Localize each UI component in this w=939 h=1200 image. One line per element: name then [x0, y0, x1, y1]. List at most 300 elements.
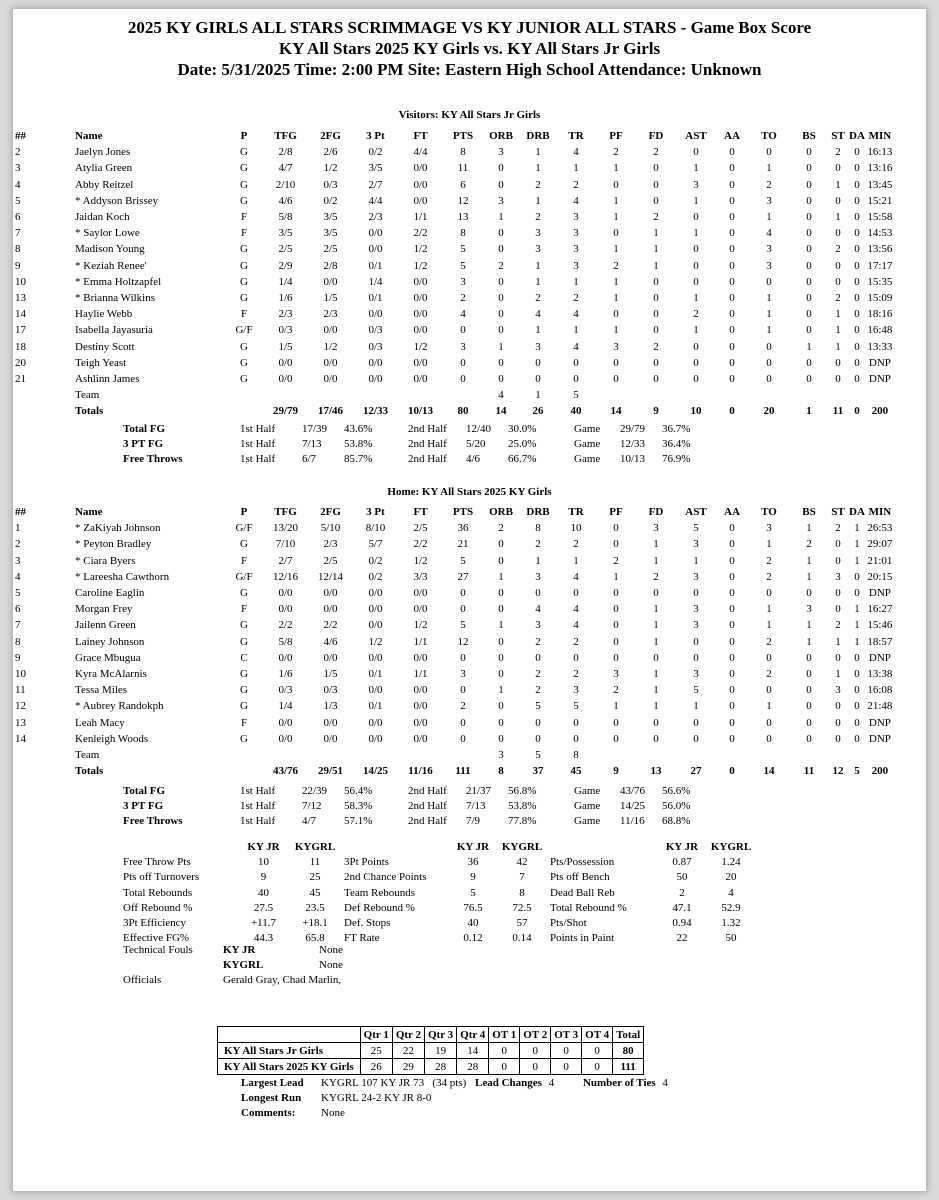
cell: 2/5: [278, 243, 293, 256]
cell: 0: [854, 356, 860, 369]
cell: 0: [806, 146, 812, 159]
shooting-row: [123, 452, 702, 467]
cell: 7: [15, 227, 21, 240]
cell: [637, 747, 675, 763]
cell: 0: [806, 667, 812, 680]
cell: 1: [835, 178, 841, 191]
cell: 0/3: [323, 684, 338, 697]
cell: 80: [457, 405, 469, 418]
cell: [443, 747, 483, 763]
cell: 0/0: [323, 275, 338, 288]
cell: [308, 747, 353, 763]
cell: 3: [573, 227, 579, 240]
cell: 0: [653, 716, 659, 729]
cell: 0: [854, 308, 860, 321]
cell: * Saylor Lowe: [75, 227, 140, 240]
cell: 5/7: [368, 538, 383, 551]
cell: 4: [535, 603, 541, 616]
cell: 2: [835, 243, 841, 256]
cell: [398, 747, 443, 763]
cell: 14: [15, 732, 26, 745]
cell: DRB: [526, 130, 550, 143]
cell: G: [240, 162, 248, 175]
cell: 1: [693, 554, 699, 567]
cell: 0: [806, 291, 812, 304]
cell: 0: [729, 308, 735, 321]
cell: 10/13: [620, 453, 646, 466]
cell: 11: [803, 765, 815, 778]
cell: 2nd Half: [408, 800, 447, 813]
cell: 1: [693, 162, 699, 175]
cell: 0: [613, 178, 619, 191]
cell: 3: [498, 194, 504, 207]
cell: BS: [802, 506, 816, 519]
cell: 0: [613, 587, 619, 600]
cell: 3: [693, 570, 699, 583]
cell: TFG: [274, 130, 297, 143]
cell: 16:08: [867, 684, 893, 697]
cell: * Peyton Bradley: [75, 538, 152, 551]
box-score-page: [12, 8, 927, 1192]
player-row: [12, 666, 895, 682]
cell: 0: [498, 243, 504, 256]
cell: 2: [653, 340, 659, 353]
cell: 0.14: [512, 932, 532, 945]
cell: 10: [570, 522, 582, 535]
cell: 0: [613, 732, 619, 745]
cell: 0: [854, 275, 860, 288]
cell: 1: [613, 291, 619, 304]
cell: 0: [806, 587, 812, 600]
cell: 0: [729, 405, 735, 418]
cell: ORB: [489, 130, 513, 143]
cell: 0: [613, 635, 619, 648]
cell: [827, 387, 849, 403]
cell: 1: [653, 619, 659, 632]
cell: 0/0: [323, 732, 338, 745]
cell: 0: [854, 211, 860, 224]
cell: Name: [75, 130, 103, 143]
cell: Tessa Miles: [75, 684, 128, 697]
cell: 4: [573, 340, 579, 353]
cell: OT 4: [582, 1027, 613, 1043]
cell: [865, 387, 895, 403]
cell: 20:15: [867, 570, 893, 583]
cell: 12: [15, 700, 26, 713]
cell: 1: [653, 243, 659, 256]
player-row: [12, 258, 895, 274]
cell: 0: [854, 243, 860, 256]
cell: 0: [573, 716, 579, 729]
cell: 3: [693, 538, 699, 551]
cell: 0/0: [368, 603, 383, 616]
cell: 1: [613, 211, 619, 224]
cell: 0: [693, 587, 699, 600]
cell: 2: [460, 291, 466, 304]
cell: 2: [573, 178, 579, 191]
cell: Morgan Frey: [75, 603, 133, 616]
cell: 0/0: [323, 372, 338, 385]
cell: 0/0: [368, 651, 383, 664]
cell: 2/10: [275, 178, 296, 191]
cell: 10: [15, 667, 26, 680]
cell: 10: [15, 275, 26, 288]
cell: * Brianna Wilkins: [75, 291, 156, 304]
cell: 56.0%: [662, 800, 691, 813]
visitors-header: Visitors: KY All Stars Jr Girls: [398, 109, 541, 121]
player-row: [12, 553, 895, 569]
cell: [827, 747, 849, 763]
cell: 3: [535, 619, 541, 632]
cell: 0: [693, 243, 699, 256]
cell: 0: [489, 1043, 520, 1059]
cell: 1: [613, 324, 619, 337]
cell: 27.5: [253, 901, 274, 914]
cell: 3 PT FG: [123, 438, 164, 451]
cell: 2/8: [278, 146, 293, 159]
cell: 0: [729, 635, 735, 648]
cell: 1: [535, 194, 541, 207]
cell: [443, 387, 483, 403]
cell: 1: [766, 291, 772, 304]
cell: 10: [690, 405, 702, 418]
cell: Dead Ball Reb: [550, 886, 615, 899]
cell: 56.6%: [662, 785, 691, 798]
cell: 8: [573, 748, 579, 761]
cell: AST: [685, 130, 707, 143]
cell: 1: [498, 619, 504, 632]
player-row: [12, 698, 895, 714]
cell: 3Pt Points: [344, 856, 389, 869]
cell: 0/0: [368, 372, 383, 385]
cell: 0/0: [278, 372, 293, 385]
cell: 5: [460, 243, 466, 256]
cell: 0: [806, 732, 812, 745]
cell: 0: [806, 684, 812, 697]
cell: 2: [693, 308, 699, 321]
cell: Qtr 4: [457, 1027, 489, 1043]
cell: 2: [460, 700, 466, 713]
cell: 0: [729, 324, 735, 337]
cell: 2nd Half: [408, 785, 447, 798]
cell: 0: [693, 146, 699, 159]
cell: 2: [535, 635, 541, 648]
shooting-row: [123, 799, 702, 814]
cell: [849, 387, 865, 403]
cell: 1st Half: [240, 800, 276, 813]
cell: 0: [766, 340, 772, 353]
cell: 0: [693, 340, 699, 353]
cell: 11/16: [408, 765, 433, 778]
cell: AA: [724, 130, 740, 143]
cell: 0/0: [278, 356, 293, 369]
cell: 2/3: [323, 538, 338, 551]
cell: C: [240, 651, 248, 664]
cell: 1/6: [278, 291, 293, 304]
cell: 2: [573, 538, 579, 551]
cell: 2/5: [323, 243, 338, 256]
cell: 0/1: [368, 259, 383, 272]
cell: 1: [693, 194, 699, 207]
largest-lead: KYGRL 107 KY JR 73 (34 pts): [321, 1076, 467, 1089]
cell: 0/2: [368, 570, 383, 583]
cell: 0: [551, 1043, 582, 1059]
cell: DNP: [868, 372, 891, 385]
cell: 1/2: [413, 259, 428, 272]
cell: 56.8%: [508, 785, 537, 798]
player-row: [12, 209, 895, 225]
cell: [218, 1027, 361, 1043]
cell: 3: [535, 227, 541, 240]
cell: 1: [613, 194, 619, 207]
cell: 12: [457, 194, 469, 207]
cell: 5: [460, 259, 466, 272]
cell: +11.7: [250, 917, 277, 930]
tech-team: KYGRL: [223, 959, 264, 972]
cell: 0: [835, 275, 841, 288]
cell: 0/0: [413, 587, 428, 600]
cell: 2nd Half: [408, 815, 447, 828]
cell: TO: [761, 506, 777, 519]
cell: PF: [609, 506, 623, 519]
cell: 1/2: [323, 340, 338, 353]
cell: 0: [854, 259, 860, 272]
cell: [12, 763, 75, 779]
cell: 3: [460, 275, 466, 288]
cell: 1: [693, 324, 699, 337]
cell: 0: [729, 211, 735, 224]
cell: [675, 387, 717, 403]
cell: 0: [520, 1043, 551, 1059]
cell: 17/46: [317, 405, 344, 418]
cell: 14/25: [620, 800, 646, 813]
cell: 1/2: [413, 340, 428, 353]
cell: 68.8%: [662, 815, 691, 828]
cell: 0: [729, 372, 735, 385]
cell: 0/0: [413, 291, 428, 304]
cell: ST: [831, 506, 845, 519]
cell: 0: [498, 716, 504, 729]
cell: 26: [360, 1059, 392, 1075]
cell: DNP: [868, 716, 891, 729]
cell: 0/3: [278, 684, 293, 697]
cell: 0: [551, 1059, 582, 1075]
cell: 1: [854, 603, 860, 616]
cell: 3/5: [323, 211, 338, 224]
cell: 14: [763, 765, 775, 778]
cell: 4: [15, 570, 21, 583]
cell: Teigh Yeast: [75, 356, 127, 369]
cell: 0: [613, 651, 619, 664]
cell: 0: [729, 227, 735, 240]
cell: 15:35: [867, 275, 893, 288]
cell: Qtr 1: [360, 1027, 392, 1043]
cell: Leah Macy: [75, 716, 125, 729]
cell: 2FG: [320, 130, 341, 143]
cell: 0: [729, 522, 735, 535]
cell: 0: [729, 570, 735, 583]
cell: 2: [766, 554, 772, 567]
cell: 0/0: [278, 587, 293, 600]
cell: 5: [460, 554, 466, 567]
cell: 0: [573, 587, 579, 600]
cell: 1: [653, 259, 659, 272]
player-row: [12, 322, 895, 338]
cell: 0: [498, 275, 504, 288]
cell: 0/0: [323, 324, 338, 337]
cell: 13: [15, 716, 26, 729]
cell: 1: [766, 700, 772, 713]
cell: G: [240, 178, 248, 191]
cell: 0: [489, 1059, 520, 1075]
cell: 0/0: [368, 587, 383, 600]
cell: 4/6: [278, 194, 293, 207]
cell: 4: [573, 570, 579, 583]
cell: 42: [516, 856, 528, 869]
cell: G: [240, 275, 248, 288]
cell: 0: [498, 587, 504, 600]
cell: 1: [613, 570, 619, 583]
cell: 1: [693, 700, 699, 713]
cell: 0: [835, 716, 841, 729]
cell: 0: [766, 732, 772, 745]
cell: 2: [835, 619, 841, 632]
cell: 0/0: [413, 684, 428, 697]
cell: Total FG: [123, 785, 166, 798]
cell: 2: [653, 211, 659, 224]
cell: OT 3: [551, 1027, 582, 1043]
team-row: [12, 747, 895, 763]
cell: 4/4: [413, 146, 428, 159]
cell: 14: [610, 405, 622, 418]
cell: 0/2: [368, 146, 383, 159]
cell: [225, 387, 263, 403]
cell: Jaelyn Jones: [75, 146, 131, 159]
cell: 7: [519, 871, 525, 884]
cell: [12, 403, 75, 419]
cell: 1: [613, 275, 619, 288]
cell: 1: [498, 211, 504, 224]
cell: 0/0: [368, 308, 383, 321]
cell: 18:57: [867, 635, 893, 648]
cell: 2: [498, 259, 504, 272]
cell: 0: [729, 538, 735, 551]
cell: Free Throws: [123, 453, 183, 466]
cell: 0: [653, 324, 659, 337]
cell: 1st Half: [240, 815, 276, 828]
cell: 7: [15, 619, 21, 632]
cell: 0/0: [413, 178, 428, 191]
cell: 1: [766, 211, 772, 224]
cell: 3: [535, 243, 541, 256]
cell: 0/0: [413, 372, 428, 385]
cell: 0: [729, 603, 735, 616]
cell: 0/0: [368, 227, 383, 240]
cell: 27: [690, 765, 702, 778]
cell: 4: [15, 178, 21, 191]
cell: 3 Pt: [366, 506, 385, 519]
cell: 2/3: [368, 211, 383, 224]
cell: 0: [854, 570, 860, 583]
cell: ORB: [489, 506, 513, 519]
cell: 0: [653, 356, 659, 369]
cell: 0: [806, 700, 812, 713]
cell: 72.5: [512, 901, 532, 914]
cell: 1: [573, 275, 579, 288]
cell: [791, 387, 827, 403]
player-row: [12, 225, 895, 241]
cell: 22: [676, 932, 688, 945]
shooting-row: [123, 814, 702, 829]
cell: 0: [729, 554, 735, 567]
cell: 0: [806, 275, 812, 288]
cell: 7/13: [302, 438, 322, 451]
cell: 0: [693, 635, 699, 648]
cell: AST: [685, 506, 707, 519]
technical-fouls-table: [123, 943, 343, 989]
visitors-shooting-table: [123, 422, 702, 468]
totals-row: [12, 403, 895, 419]
tech-value: None: [319, 944, 343, 957]
cell: 0: [498, 700, 504, 713]
cell: Pts/Shot: [550, 917, 587, 930]
officials-label: Officials: [123, 974, 162, 987]
cell: 16:48: [867, 324, 893, 337]
cell: 2/3: [278, 308, 293, 321]
cell: 0.94: [672, 917, 692, 930]
player-row: [12, 274, 895, 290]
cell: 0/0: [368, 684, 383, 697]
cell: Pts off Bench: [550, 871, 610, 884]
cell: 7/10: [275, 538, 296, 551]
cell: 10: [258, 856, 269, 869]
matchup-title: KY All Stars 2025 KY Girls vs. KY All Stars Jr Girls: [278, 39, 661, 58]
cell: [865, 747, 895, 763]
cell: 0: [498, 603, 504, 616]
cell: 8: [519, 886, 525, 899]
cell: 12/33: [620, 438, 646, 451]
cell: 1: [806, 635, 812, 648]
cell: 1: [573, 554, 579, 567]
quarter-header-row: [218, 1027, 644, 1043]
cell: 3/5: [323, 227, 338, 240]
cell: 52.9: [721, 901, 741, 914]
cell: 1: [498, 570, 504, 583]
cell: 3: [573, 259, 579, 272]
cell: 2nd Half: [408, 438, 447, 451]
cell: 1/3: [323, 700, 338, 713]
cell: 0: [854, 194, 860, 207]
cell: 4: [498, 389, 504, 402]
cell: 1: [835, 635, 841, 648]
cell: 0/0: [278, 732, 293, 745]
cell: Def. Stops: [344, 917, 391, 930]
cell: 2: [573, 635, 579, 648]
player-row: [12, 193, 895, 209]
cell: 2/2: [413, 227, 428, 240]
cell: KY JR: [665, 841, 699, 854]
cell: 2: [573, 291, 579, 304]
team-stats-table: [123, 840, 756, 946]
cell: 5: [693, 684, 699, 697]
cell: FT: [413, 130, 428, 143]
cell: 0: [582, 1043, 613, 1059]
cell: 6: [15, 211, 21, 224]
cell: 0: [854, 324, 860, 337]
cell: [263, 747, 308, 763]
cell: 1/4: [368, 275, 383, 288]
cell: 1/5: [278, 340, 293, 353]
